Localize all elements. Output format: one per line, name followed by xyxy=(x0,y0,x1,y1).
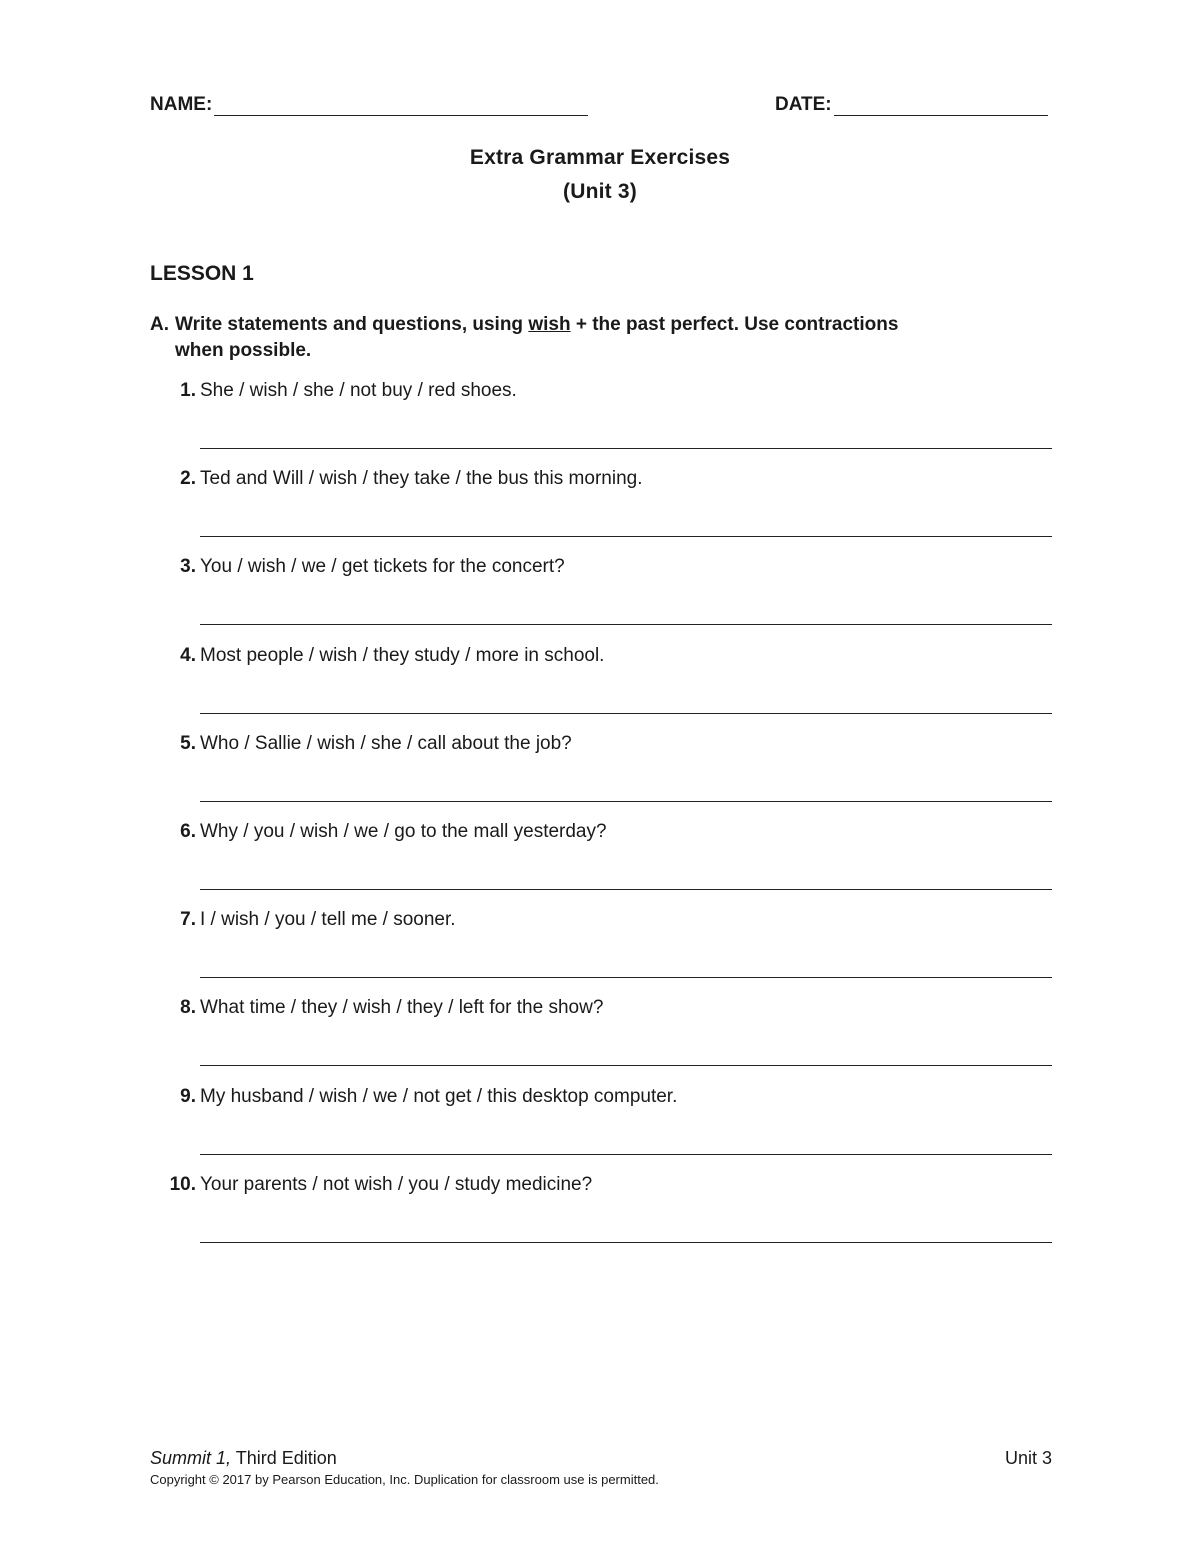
item-prompt: Your parents / not wish / you / study medicine? xyxy=(200,1174,593,1195)
item-prompt: Ted and Will / wish / they take / the bus this morning. xyxy=(200,468,643,489)
book-edition: Third Edition xyxy=(231,1448,337,1468)
item-prompt: What time / they / wish / they / left for the show? xyxy=(200,997,604,1018)
worksheet-title: Extra Grammar Exercises xyxy=(469,146,731,169)
item-number: 1. xyxy=(180,380,196,401)
answer-line[interactable] xyxy=(200,448,1052,449)
answer-line[interactable] xyxy=(200,977,1052,978)
name-field xyxy=(150,94,588,116)
lesson-heading: LESSON 1 xyxy=(150,262,254,285)
answer-line[interactable] xyxy=(200,889,1052,890)
instruction-underlined-word: wish xyxy=(528,314,571,335)
book-name: Summit 1, xyxy=(150,1448,232,1468)
copyright-notice: Copyright © 2017 by Pearson Education, Inc. Duplication for classroom use is permitted. xyxy=(150,1472,659,1487)
worksheet-subtitle: (Unit 3) xyxy=(563,180,637,203)
answer-line[interactable] xyxy=(200,1154,1052,1155)
item-number: 5. xyxy=(180,733,196,754)
item-prompt: I / wish / you / tell me / sooner. xyxy=(200,909,456,930)
item-prompt: You / wish / we / get tickets for the concert? xyxy=(200,556,565,577)
item-prompt: She / wish / she / not buy / red shoes. xyxy=(200,380,517,401)
instruction-line2: when possible. xyxy=(175,340,312,361)
item-prompt: Most people / wish / they study / more in school. xyxy=(200,645,605,666)
instruction-text xyxy=(150,312,1030,364)
answer-line[interactable] xyxy=(200,1065,1052,1066)
footer-book-title xyxy=(150,1448,337,1469)
item-number: 4. xyxy=(180,645,196,666)
item-number: 6. xyxy=(180,821,196,842)
item-number: 3. xyxy=(180,556,196,577)
name-blank-line xyxy=(214,97,588,116)
answer-line[interactable] xyxy=(200,801,1052,802)
instruction-before: Write statements and questions, using xyxy=(175,314,529,335)
answer-line[interactable] xyxy=(200,713,1052,714)
item-number: 10. xyxy=(169,1174,196,1195)
item-number: 7. xyxy=(180,909,196,930)
answer-line[interactable] xyxy=(200,1242,1052,1243)
footer-unit: Unit 3 xyxy=(1004,1448,1052,1468)
instruction-after: + the past perfect. Use contractions xyxy=(570,314,899,335)
answer-line[interactable] xyxy=(200,624,1052,625)
date-field xyxy=(775,94,1048,116)
name-label: NAME: xyxy=(150,94,213,115)
date-blank-line xyxy=(834,97,1048,116)
item-number: 8. xyxy=(180,997,196,1018)
item-prompt: Why / you / wish / we / go to the mall yesterday? xyxy=(200,821,607,842)
date-label: DATE: xyxy=(775,94,832,115)
item-prompt: Who / Sallie / wish / she / call about the job? xyxy=(200,733,572,754)
item-prompt: My husband / wish / we / not get / this desktop computer. xyxy=(200,1086,678,1107)
item-number: 2. xyxy=(180,468,196,489)
section-letter: A. xyxy=(150,314,169,335)
answer-line[interactable] xyxy=(200,536,1052,537)
item-number: 9. xyxy=(180,1086,196,1107)
